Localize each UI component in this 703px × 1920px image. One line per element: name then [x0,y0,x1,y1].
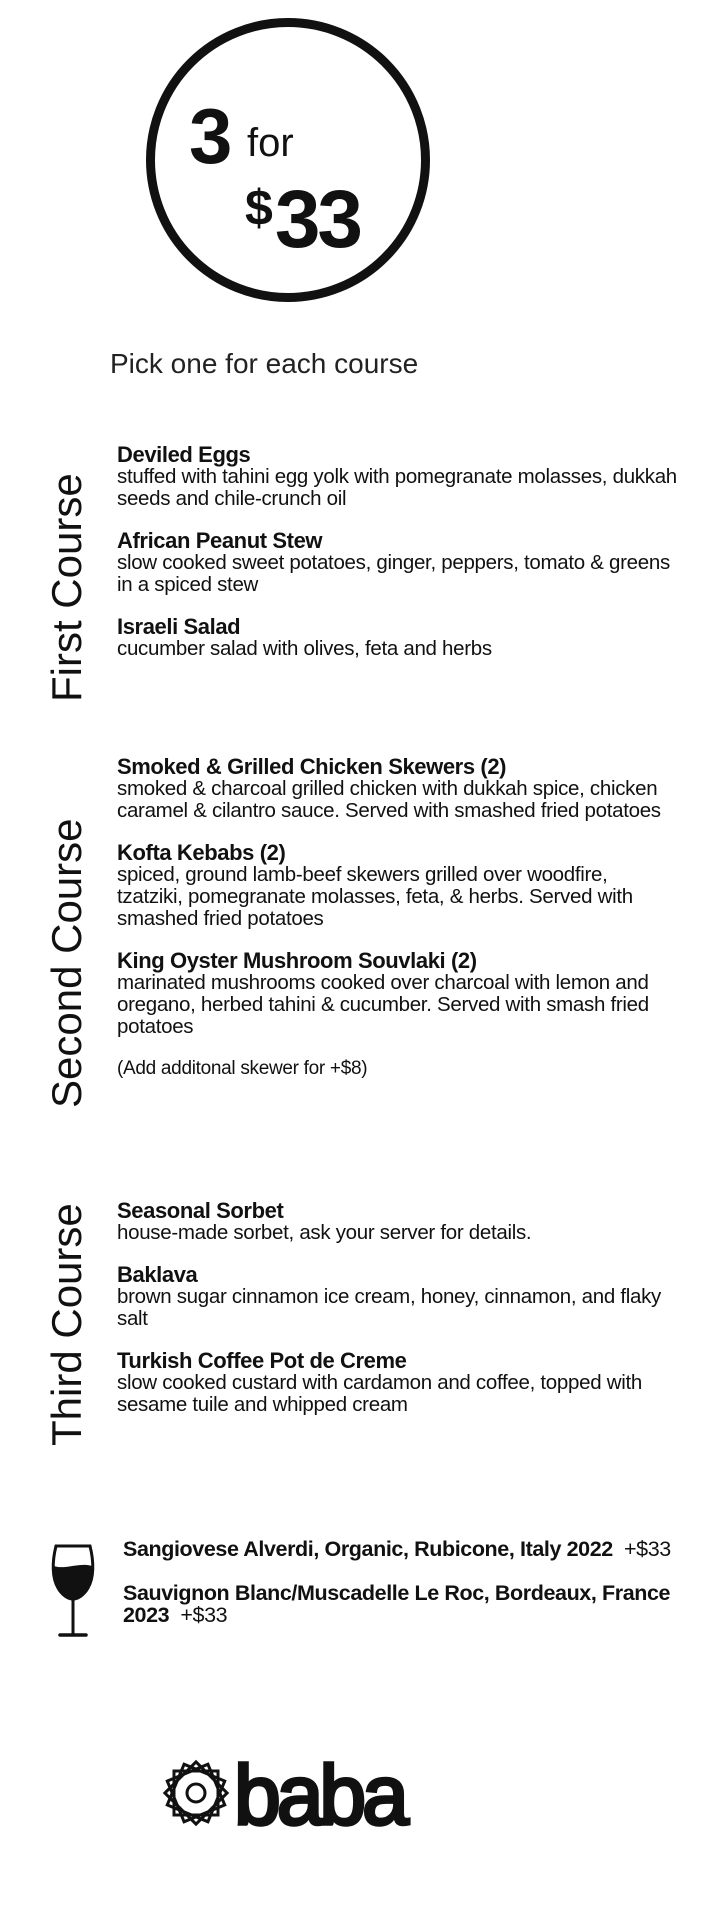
menu-item [117,950,677,1038]
item-name: Seasonal Sorbet [117,1198,284,1223]
badge-currency: $ [245,180,273,236]
wine-item [123,1538,683,1560]
menu-item [117,444,677,510]
badge-price [245,174,361,265]
course-list-third [117,1200,677,1436]
wine-item [123,1582,683,1626]
item-name: Turkish Coffee Pot de Creme [117,1348,407,1373]
menu-item [117,1200,677,1244]
wine-list [123,1538,683,1648]
menu-item [117,616,677,660]
item-description: smoked & charcoal grilled chicken with dukkah spice, chicken caramel & cilantro sauce. Served with smashed fried potatoes [117,777,661,822]
logo-wordmark: baba [234,1752,405,1834]
wine-name: Sangiovese Alverdi, Organic, Rubicone, Italy 2022 [123,1537,613,1561]
item-name: African Peanut Stew [117,528,323,553]
course-label-third: Third Course [43,1203,90,1446]
price-badge [146,18,430,302]
item-description: cucumber salad with olives, feta and herbs [117,637,492,660]
item-description: spiced, ground lamb-beef skewers grilled over woodfire, tzatziki, pomegranate molasses, feta, & herbs. Served with smashed fried potatoes [117,863,633,930]
course-list-first [117,444,677,680]
item-description: brown sugar cinnamon ice cream, honey, cinnamon, and flaky salt [117,1285,661,1330]
item-name: Deviled Eggs [117,442,251,467]
item-description: marinated mushrooms cooked over charcoal with lemon and oregano, herbed tahini & cucumber. Served with smash fried potatoes [117,971,649,1038]
item-description: stuffed with tahini egg yolk with pomegranate molasses, dukkah seeds and chile-crunch oil [117,465,677,510]
wine-glass-icon [50,1544,96,1640]
wine-price: +$33 [180,1603,228,1627]
baba-logo [160,1752,420,1834]
item-description: house-made sorbet, ask your server for details. [117,1221,532,1244]
menu-item [117,1264,677,1330]
badge-count: 3 [189,92,231,180]
item-name: Baklava [117,1262,198,1287]
baba-star-logo-icon [165,1762,227,1824]
menu-item [117,1350,677,1416]
course-label-first: First Course [43,473,90,702]
wine-price: +$33 [623,1537,671,1561]
item-name: Smoked & Grilled Chicken Skewers (2) [117,754,507,779]
item-description: slow cooked custard with cardamon and coffee, topped with sesame tuile and whipped cream [117,1371,642,1416]
badge-for-word: for [247,121,294,165]
item-description: slow cooked sweet potatoes, ginger, peppers, tomato & greens in a spiced stew [117,551,670,596]
badge-price-value: 33 [274,174,361,265]
course-list-second [117,756,677,1080]
menu-subtitle: Pick one for each course [110,348,419,379]
item-name: King Oyster Mushroom Souvlaki (2) [117,948,477,973]
menu-item [117,842,677,930]
course-note: (Add additonal skewer for +$8) [117,1058,368,1079]
menu-item [117,530,677,596]
item-name: Kofta Kebabs (2) [117,840,286,865]
menu-item [117,756,677,822]
wine-name: Sauvignon Blanc/Muscadelle Le Roc, Bordeaux, France 2023 [123,1581,671,1627]
item-name: Israeli Salad [117,614,241,639]
course-label-second: Second Course [43,818,90,1108]
